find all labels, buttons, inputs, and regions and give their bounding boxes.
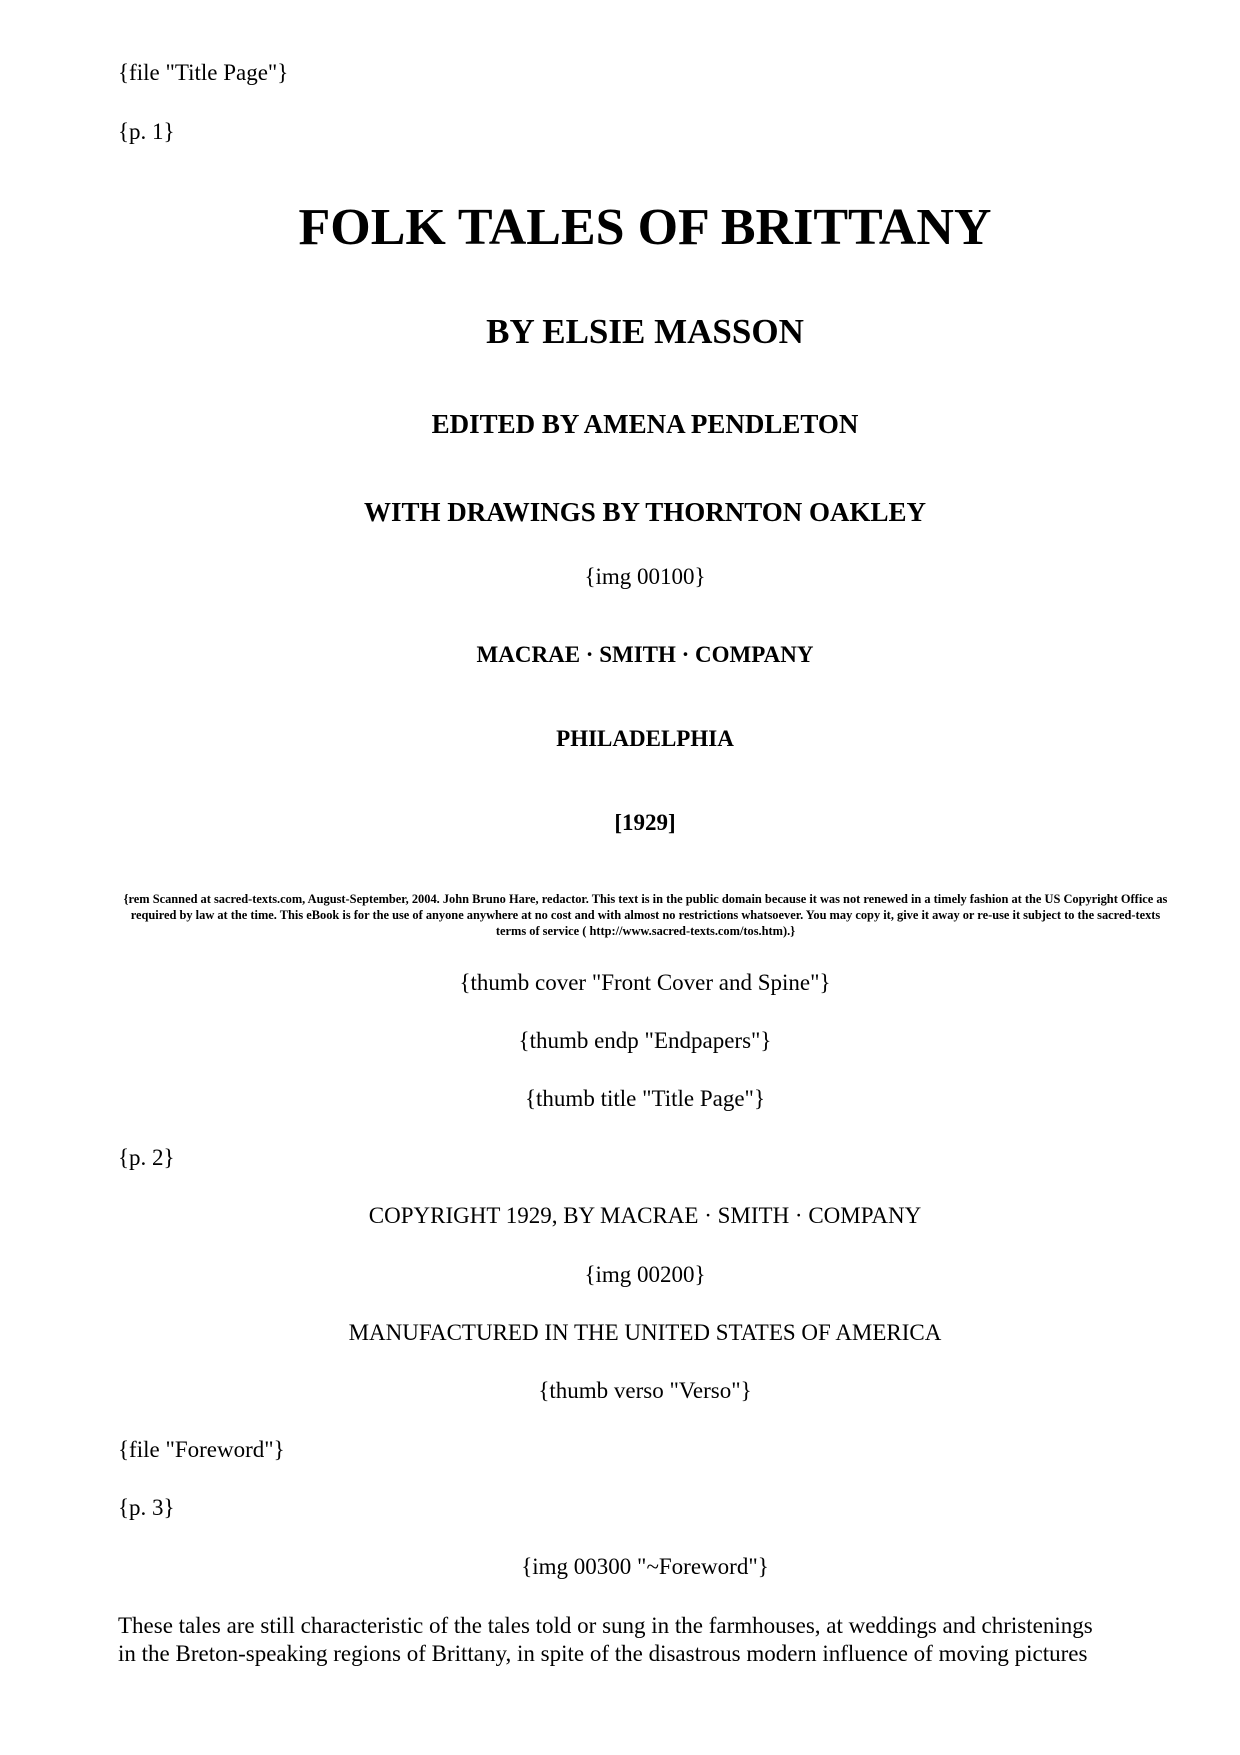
scan-remark: {rem Scanned at sacred-texts.com, August-September, 2004. John Bruno Hare, redactor. This text is in the public domain because it was not renewed in a timely fashion at the US Copyright Office as required by law at the time. This eBook is for the use of anyone anywhere at no cost and with almost no restrictions whatsoever. You may copy it, give it away or re-use it subject to the sacred-texts terms of service ( http://www.sacred-texts.com/tos.htm).} — [123, 892, 1168, 938]
author-line: BY ELSIE MASSON — [486, 312, 804, 351]
editor-line: EDITED BY AMENA PENDLETON — [431, 409, 859, 439]
foreword-line-1: These tales are still characteristic of the tales told or sung in the farmhouses, at weddings and christenings — [118, 1613, 1093, 1638]
thumb-title-page: {thumb title "Title Page"} — [525, 1086, 765, 1111]
book-title: FOLK TALES OF BRITTANY — [298, 199, 992, 256]
publisher-line: MACRAE · SMITH · COMPANY — [476, 642, 814, 667]
image-marker-00300: {img 00300 "~Foreword"} — [521, 1554, 769, 1579]
thumb-verso: {thumb verso "Verso"} — [538, 1378, 752, 1403]
foreword-paragraph — [118, 1612, 1178, 1668]
image-marker-00200: {img 00200} — [584, 1262, 706, 1287]
marker-page-3: {p. 3} — [118, 1495, 175, 1520]
foreword-line-2: in the Breton-speaking regions of Brittany, in spite of the disastrous modern influence of moving pictures — [118, 1641, 1088, 1666]
thumb-endpapers: {thumb endp "Endpapers"} — [518, 1028, 772, 1053]
marker-file-foreword: {file "Foreword"} — [118, 1437, 285, 1462]
thumb-cover: {thumb cover "Front Cover and Spine"} — [459, 970, 831, 995]
copyright-line: COPYRIGHT 1929, BY MACRAE · SMITH · COMPANY — [368, 1203, 922, 1228]
marker-page-2: {p. 2} — [118, 1145, 175, 1170]
marker-page-1: {p. 1} — [118, 119, 175, 144]
marker-file-title-page: {file "Title Page"} — [118, 60, 289, 85]
image-marker-00100: {img 00100} — [584, 564, 706, 589]
illustrator-line: WITH DRAWINGS BY THORNTON OAKLEY — [363, 497, 927, 527]
year-line: [1929] — [614, 810, 676, 835]
manufactured-line: MANUFACTURED IN THE UNITED STATES OF AMERICA — [348, 1320, 942, 1345]
city-line: PHILADELPHIA — [556, 726, 734, 751]
